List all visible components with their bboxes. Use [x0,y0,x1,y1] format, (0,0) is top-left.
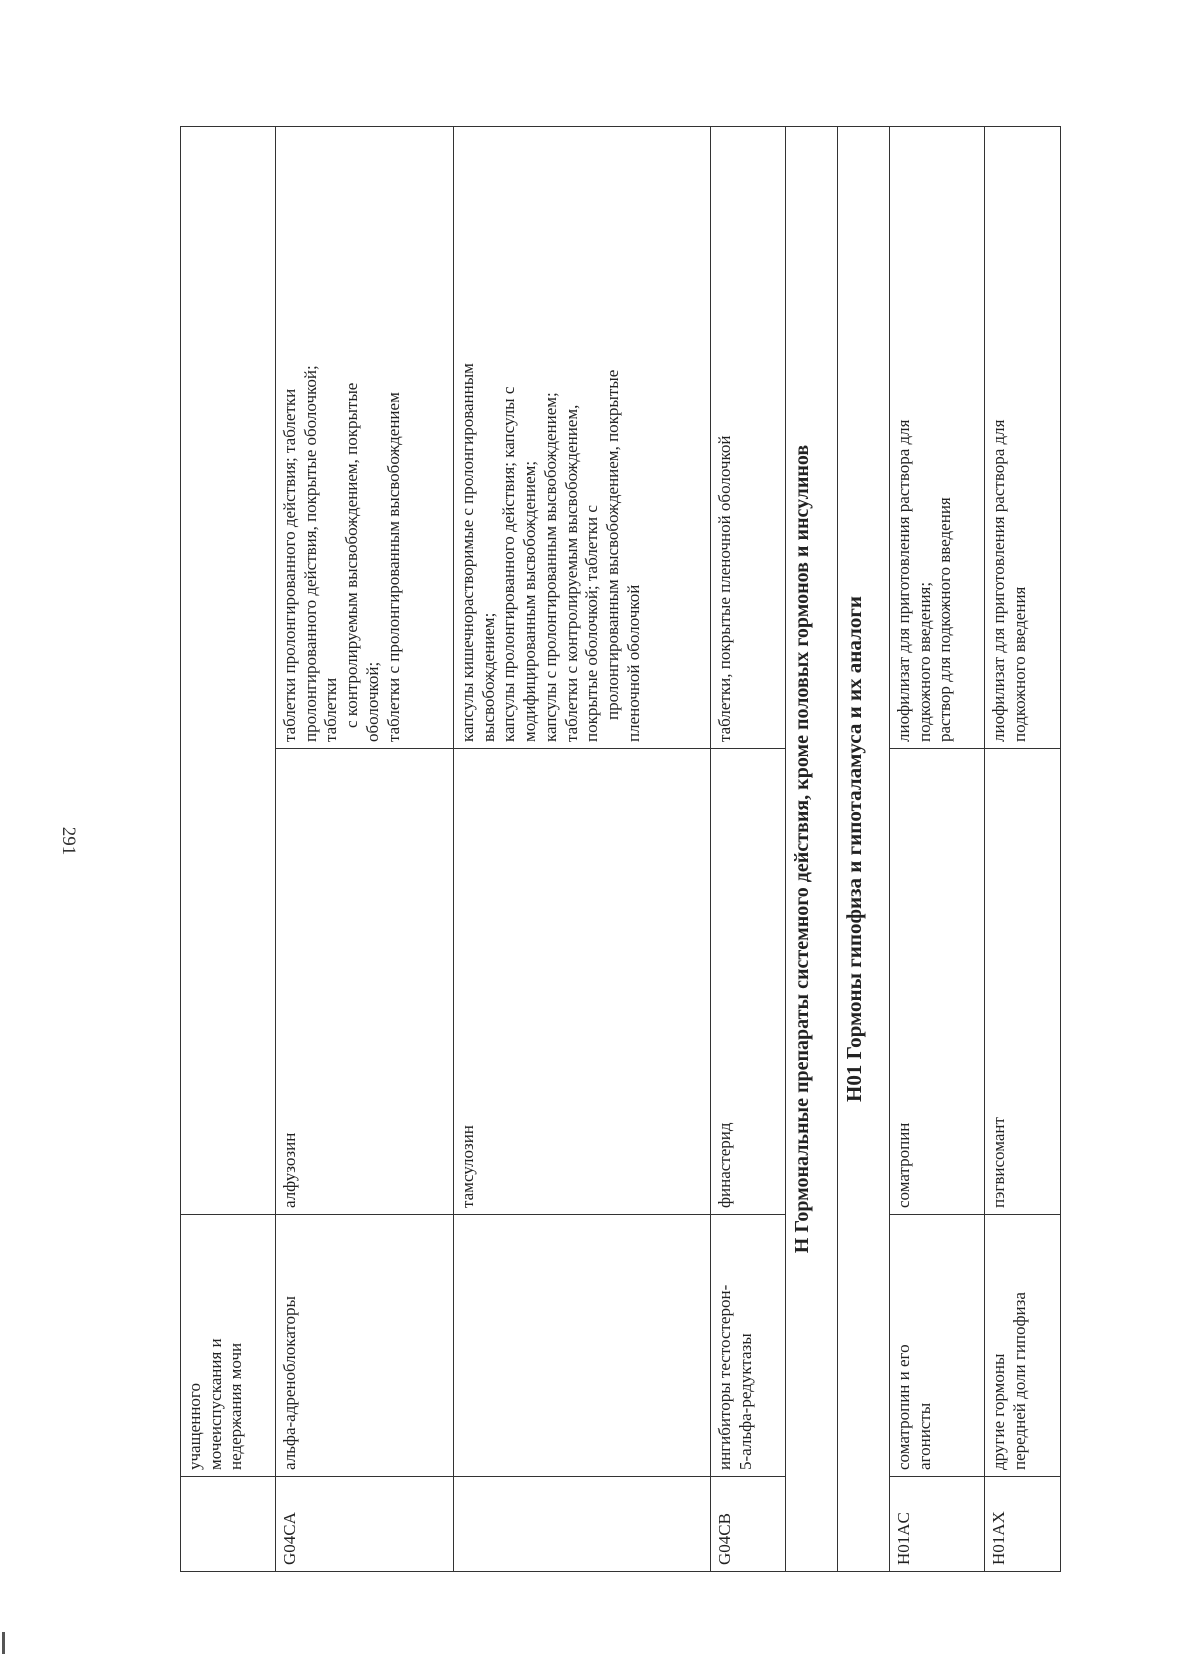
drug-name: тамсулозин [458,1125,477,1208]
text-line: раствор для подкожного введения [935,497,955,742]
text-line: покрытые оболочкой; таблетки с [582,505,602,742]
dosage-forms: таблетки, покрытые пленочной оболочкой [711,127,785,749]
drug-form-cell [890,127,985,1215]
text-line: пленочной оболочкой [623,584,643,742]
text-line: лиофилизат для приготовления раствора для [894,419,913,742]
text-line: капсулы с пролонгированным высвобождением; [540,392,560,742]
group-cell [890,1215,985,1477]
group-cell [454,1215,711,1477]
text-line: таблетки [321,677,341,742]
group-cell [985,1215,1061,1477]
atc-code-cell [181,1477,276,1572]
table-row [711,127,786,1572]
text-line: лиофилизат для приготовления раствора для [989,419,1008,742]
drug-name: соматропин [894,1122,913,1208]
dosage-forms [454,127,710,749]
drug-table [180,126,1061,1572]
text-line: капсулы пролонгированного действия; капсулы с [499,386,519,742]
drug-form-cell [276,127,454,1215]
text-line: соматропин и его [894,1344,913,1470]
text-line: подкожного введения; [914,581,934,742]
table-row [454,127,711,1572]
text-line: 5-альфа-редуктазы [735,1333,755,1470]
page-number: 291 [58,826,79,856]
table-row [181,127,276,1572]
atc-code-cell: G04CA [276,1477,454,1572]
text-line: таблетки с контролируемым высвобождением, [561,404,581,742]
text-line: мочеиспускания и [205,1338,225,1470]
text-line: передней доли гипофиза [1009,1292,1029,1470]
drug-form-cell [181,127,276,1215]
text-line: с контролируемым высвобождением, покрытые [342,382,362,728]
atc-code-cell: G04CB [711,1477,786,1572]
subsection-heading-row [838,127,890,1572]
table-row [276,127,454,1572]
table-row [890,127,985,1572]
drug-form-cell [985,127,1061,1215]
text-line: учащенного [185,1383,204,1470]
rotated-page-content [180,127,1060,1572]
text-line: недержания мочи [226,1342,246,1470]
section-heading: H Гормональные препараты системного действия, кроме половых гормонов и инсулинов [786,127,838,1572]
text-line: пролонгированным высвобождением, покрытые [603,369,623,720]
dosage-forms [276,127,453,749]
margin-mark [2,1632,5,1654]
text-line: таблетки пролонгированного действия; таблетки [280,388,299,742]
drug-name: пэгвисомант [989,1117,1008,1208]
drug-name: финастерид [715,1122,734,1208]
atc-code-cell: H01AX [985,1477,1061,1572]
group-cell [181,1215,276,1477]
table-row [985,127,1061,1572]
text-line: ингибиторы тестостерон- [715,1284,734,1470]
section-heading-row [786,127,838,1572]
text-line: оболочкой; [362,661,382,742]
drug-form-cell [711,127,786,1215]
text-line: агонисты [914,1402,934,1470]
text-line: таблетки с пролонгированным высвобождением [383,392,403,742]
text-line: модифицированным высвобождением; [520,460,540,742]
dosage-forms [890,127,984,749]
atc-code-cell: H01AC [890,1477,985,1572]
text-line: другие гормоны [989,1353,1008,1470]
text-line: подкожного введения [1009,586,1029,742]
subsection-heading: H01 Гормоны гипофиза и гипоталамуса и их аналоги [838,127,890,1572]
text-line: высвобождением; [478,612,498,742]
group-cell: альфа-адреноблокаторы [276,1215,454,1477]
drug-name: алфузозин [280,1132,299,1208]
text-line: пролонгированного действия, покрытые оболочкой; [300,365,320,742]
drug-form-cell [454,127,711,1215]
group-cell [711,1215,786,1477]
atc-code-cell [454,1477,711,1572]
text-line: капсулы кишечнорастворимые с пролонгированным [458,363,477,742]
dosage-forms [985,127,1060,749]
